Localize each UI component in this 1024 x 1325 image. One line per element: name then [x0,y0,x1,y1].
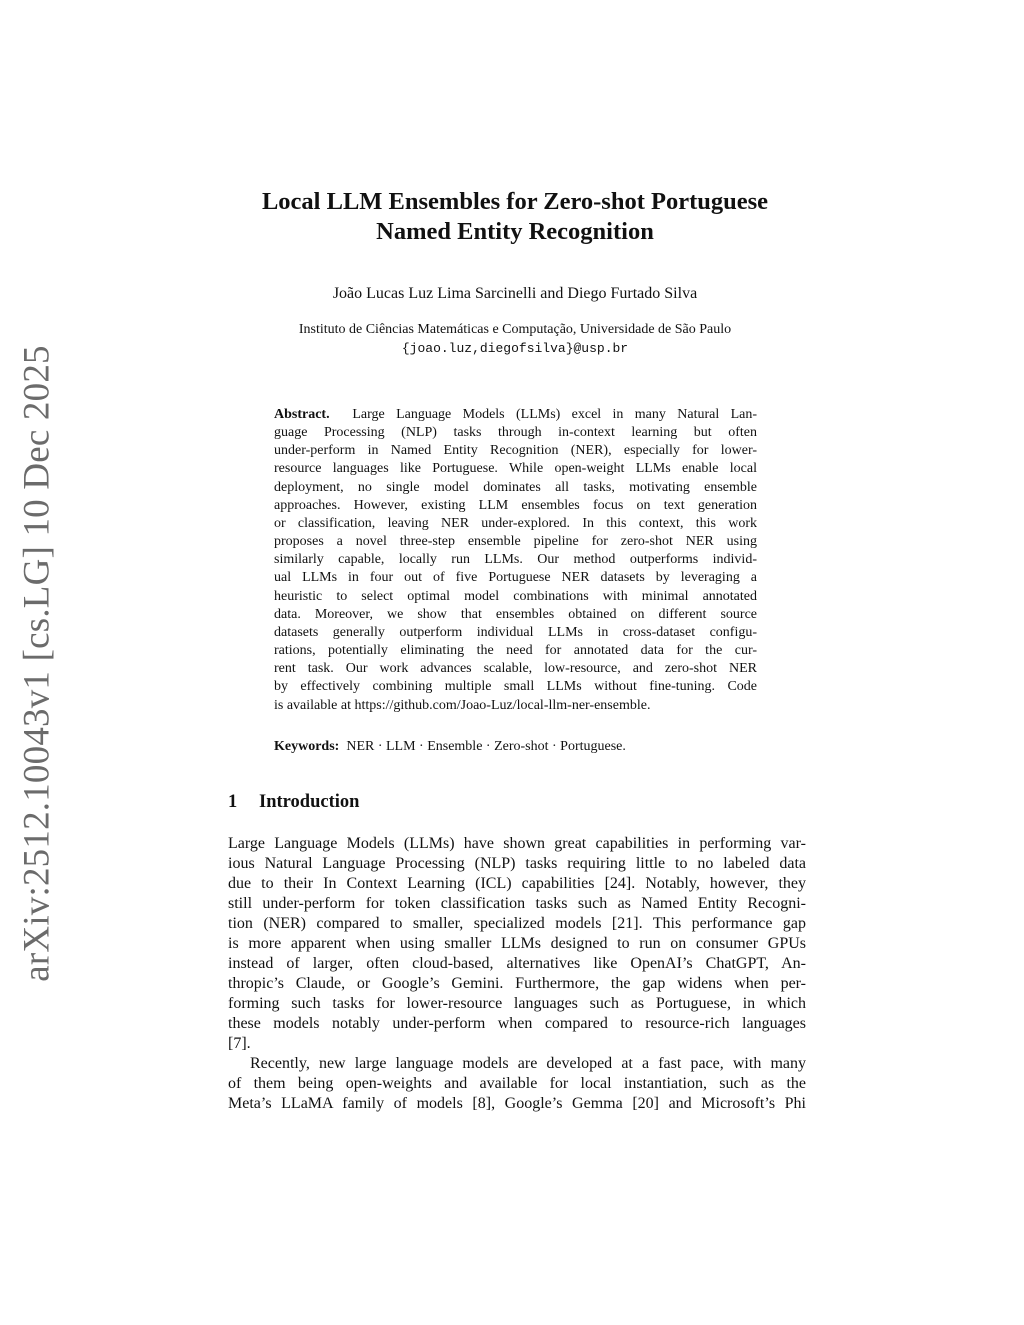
body-line: thropic’s Claude, or Google’s Gemini. Furthermore, the gap widens when per- [228,975,806,992]
abstract-line-text: Large Language Models (LLMs) excel in many Natural Lan- [352,407,758,422]
body-line: ious Natural Language Processing (NLP) tasks requiring little to no labeled data [228,855,806,872]
abstract-line: datasets generally outperform individual LLMs in cross-dataset configu- [274,624,757,640]
abstract-line: deployment, no single model dominates all tasks, motivating ensemble [274,479,757,495]
body-line: tion (NER) compared to smaller, specialized models [21]. This performance gap [228,915,806,932]
abstract-line: proposes a novel three-step ensemble pipeline for zero-shot NER using [274,534,757,550]
body-line: instead of larger, often cloud-based, alternatives like OpenAI’s ChatGPT, An- [228,955,806,972]
abstract-line: under-perform in Named Entity Recognition (NER), especially for lower- [274,443,757,459]
abstract-line: rent task. Our work advances scalable, low-resource, and zero-shot NER [274,661,757,677]
abstract-line: approaches. However, existing LLM ensembles focus on text generation [274,497,757,513]
section-number: 1 [228,792,238,812]
section-title: Introduction [259,792,360,812]
arxiv-identifier-stamp [12,344,62,982]
body-line: forming such tasks for lower-resource languages such as Portuguese, in which [228,995,806,1012]
body-line: of them being open-weights and available for local instantiation, such as the [228,1075,806,1092]
body-line: Meta’s LLaMA family of models [8], Google’s Gemma [20] and Microsoft’s Phi [228,1095,806,1112]
abstract-line: heuristic to select optimal model combinations with minimal annotated [274,588,757,604]
title-line-1: Local LLM Ensembles for Zero-shot Portuguese [261,188,769,215]
title-line-2: Named Entity Recognition [376,218,654,245]
body-line: Large Language Models (LLMs) have shown great capabilities in performing var- [228,835,806,852]
body-line: is more apparent when using smaller LLMs designed to run on consumer GPUs [228,935,806,952]
body-line: these models notably under-perform when compared to resource-rich languages [228,1015,806,1032]
arxiv-identifier-text: arXiv:2512.10043v1 [cs.LG] 10 Dec 2025 [16,344,58,982]
body-line: [7]. [228,1035,251,1052]
section-heading [228,790,359,814]
abstract-line: is available at https://github.com/Joao-Luz/local-llm-ner-ensemble. [274,697,651,713]
body-line: still under-perform for token classification tasks such as Named Entity Recogni- [228,895,806,912]
abstract-line: rations, potentially eliminating the need for annotated data for the cur- [274,643,757,659]
body-line: Recently, new large language models are developed at a fast pace, with many [250,1055,806,1072]
abstract-line: resource languages like Portuguese. While open-weight LLMs enable local [274,461,757,477]
abstract-line [274,406,757,424]
abstract [274,406,757,715]
author-list: João Lucas Luz Lima Sarcinelli and Diego Furtado Silva [332,285,698,302]
author-emails: {joao.luz,diegofsilva}@usp.br [401,341,629,356]
abstract-line: data. Moreover, we show that ensembles obtained on different source [274,606,757,622]
abstract-line: guage Processing (NLP) tasks through in-context learning but often [274,425,757,441]
body-line: due to their In Context Learning (ICL) capabilities [24]. Notably, however, they [228,875,806,892]
abstract-label: Abstract. [274,407,330,422]
affiliation-block [180,320,850,358]
affiliation: Instituto de Ciências Matemáticas e Computação, Universidade de São Paulo [298,322,732,337]
abstract-line: or classification, leaving NER under-explored. In this context, this work [274,515,757,531]
abstract-line: by effectively combining multiple small LLMs without fine-tuning. Code [274,679,757,695]
keywords-text: NER · LLM · Ensemble · Zero-shot · Portuguese. [346,739,626,754]
introduction-body [228,834,806,1114]
abstract-line: ual LLMs in four out of five Portuguese NER datasets by leveraging a [274,570,757,586]
keywords-label: Keywords: [274,739,340,754]
abstract-line: similarly capable, locally run LLMs. Our method outperforms individ- [274,552,757,568]
keywords [274,738,757,756]
paper-title [180,187,850,247]
